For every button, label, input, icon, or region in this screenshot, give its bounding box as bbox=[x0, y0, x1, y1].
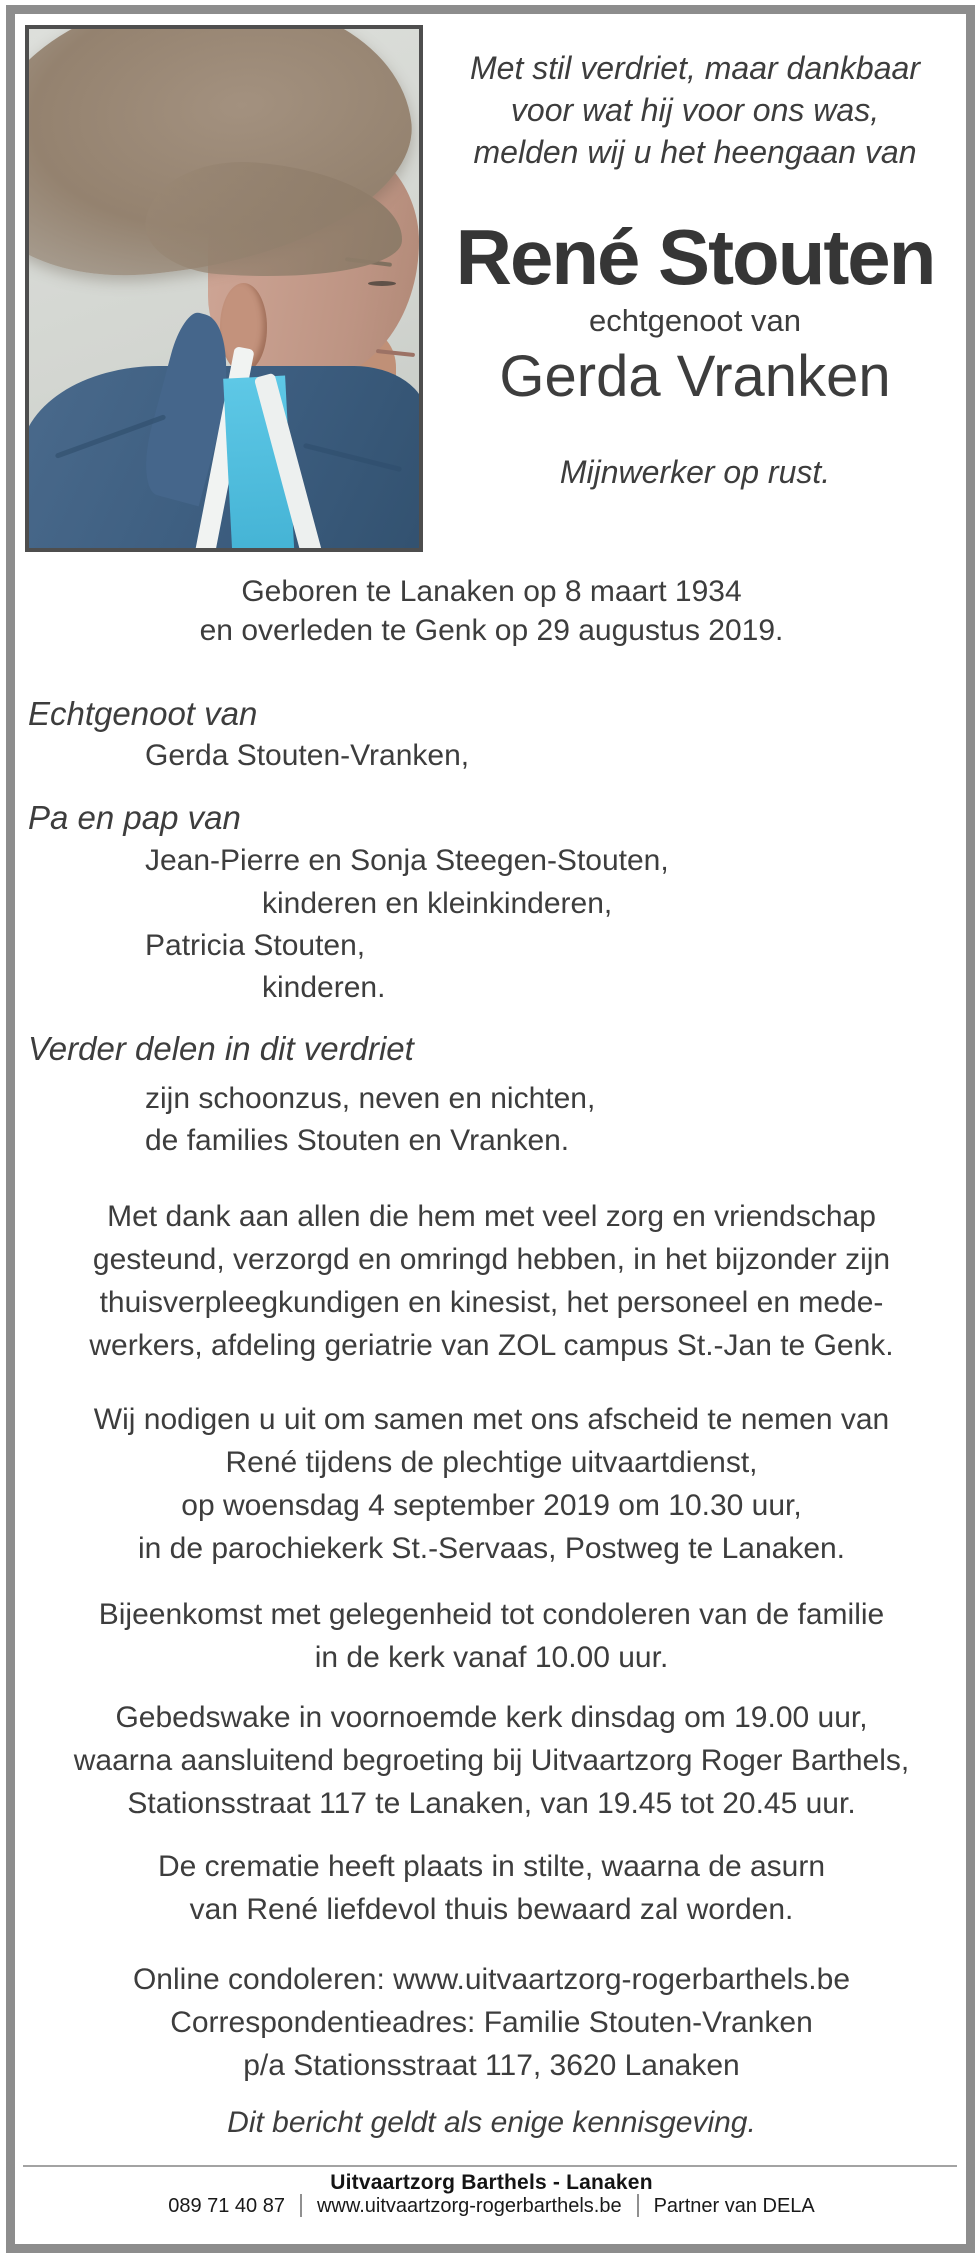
cremation-line-1: De crematie heeft plaats in stilte, waarna de asurn bbox=[157, 1850, 826, 1883]
intro-line-3: melden wij u het heengaan van bbox=[473, 134, 917, 170]
paragraph-cremation bbox=[16, 1845, 967, 1931]
paragraph-contact bbox=[16, 1958, 967, 2087]
family-spouse-line: Gerda Stouten-Vranken, bbox=[145, 739, 470, 772]
family-child1: Jean-Pierre en Sonja Steegen-Stouten, bbox=[145, 844, 669, 877]
footer-website: www.uitvaartzorg-rogerbarthels.be bbox=[316, 2195, 622, 2217]
footer-divider bbox=[23, 2165, 957, 2167]
relation-label: echtgenoot van bbox=[588, 303, 801, 338]
footer-company: Uitvaartzorg Barthels - Lanaken bbox=[330, 2171, 653, 2194]
paragraph-service bbox=[16, 1398, 967, 1570]
photo-eye bbox=[368, 281, 395, 286]
condolences-line-1: Bijeenkomst met gelegenheid tot condoleren van de familie bbox=[98, 1598, 885, 1631]
vigil-line-2: waarna aansluitend begroeting bij Uitvaartzorg Roger Barthels, bbox=[73, 1744, 910, 1777]
spouse-name: Gerda Vranken bbox=[499, 344, 891, 409]
portrait-photo bbox=[25, 25, 423, 552]
footer-contact-row bbox=[16, 2193, 967, 2219]
cremation-line-2: van René liefdevol thuis bewaard zal worden. bbox=[189, 1893, 794, 1926]
announcement-header bbox=[423, 0, 967, 560]
intro-line-1: Met stil verdriet, maar dankbaar bbox=[470, 50, 920, 86]
life-role: Mijnwerker op rust. bbox=[559, 454, 831, 490]
footer-phone: 089 71 40 87 bbox=[168, 2195, 285, 2217]
footer-separator bbox=[637, 2194, 639, 2217]
born-line: Geboren te Lanaken op 8 maart 1934 bbox=[241, 575, 742, 608]
footer-separator bbox=[300, 2194, 302, 2217]
family-others-line1: zijn schoonzus, neven en nichten, bbox=[145, 1082, 596, 1115]
service-line-3: op woensdag 4 september 2019 om 10.30 uur, bbox=[181, 1489, 802, 1522]
family-spouse-header: Echtgenoot van bbox=[28, 695, 258, 732]
vigil-line-1: Gebedswake in voornoemde kerk dinsdag om 19.00 uur, bbox=[115, 1701, 868, 1734]
footer-partner: Partner van DELA bbox=[653, 2195, 815, 2217]
service-line-4: in de parochiekerk St.-Servaas, Postweg te Lanaken. bbox=[137, 1532, 846, 1565]
contact-online-condolence: Online condoleren: www.uitvaartzorg-rogerbarthels.be bbox=[132, 1963, 851, 1996]
contact-correspondence: Correspondentieadres: Familie Stouten-Vranken bbox=[170, 2006, 813, 2039]
service-line-1: Wij nodigen u uit om samen met ons afscheid te nemen van bbox=[93, 1403, 890, 1436]
contact-address: p/a Stationsstraat 117, 3620 Lanaken bbox=[243, 2049, 740, 2082]
thanks-line-1: Met dank aan allen die hem met veel zorg en vriendschap bbox=[107, 1200, 876, 1233]
condolences-line-2: in de kerk vanaf 10.00 uur. bbox=[314, 1641, 669, 1674]
thanks-line-2: gesteund, verzorgd en omringd hebben, in het bijzonder zijn bbox=[92, 1243, 891, 1276]
intro-verse bbox=[423, 47, 967, 173]
family-child2-sub: kinderen. bbox=[262, 971, 386, 1004]
family-child1-sub: kinderen en kleinkinderen, bbox=[262, 887, 613, 920]
paragraph-thanks bbox=[16, 1195, 967, 1367]
service-line-2: René tijdens de plechtige uitvaartdienst, bbox=[225, 1446, 758, 1479]
died-line: en overleden te Genk op 29 augustus 2019. bbox=[199, 614, 784, 647]
thanks-line-3: thuisverpleegkundigen en kinesist, het personeel en mede- bbox=[99, 1286, 884, 1319]
birth-death-block bbox=[16, 572, 967, 650]
deceased-name: René Stouten bbox=[455, 213, 935, 301]
paragraph-condolences bbox=[16, 1593, 967, 1679]
vigil-line-3: Stationsstraat 117 te Lanaken, van 19.45 tot 20.45 uur. bbox=[127, 1787, 856, 1820]
thanks-line-4: werkers, afdeling geriatrie van ZOL campus St.-Jan te Genk. bbox=[89, 1329, 894, 1362]
closing-note: Dit bericht geldt als enige kennisgeving. bbox=[227, 2106, 756, 2139]
family-others-line2: de families Stouten en Vranken. bbox=[145, 1124, 570, 1157]
family-child2: Patricia Stouten, bbox=[145, 929, 366, 962]
paragraph-vigil bbox=[16, 1696, 967, 1825]
family-others-header: Verder delen in dit verdriet bbox=[28, 1030, 414, 1067]
family-children-header: Pa en pap van bbox=[28, 799, 241, 836]
intro-line-2: voor wat hij voor ons was, bbox=[510, 92, 880, 128]
